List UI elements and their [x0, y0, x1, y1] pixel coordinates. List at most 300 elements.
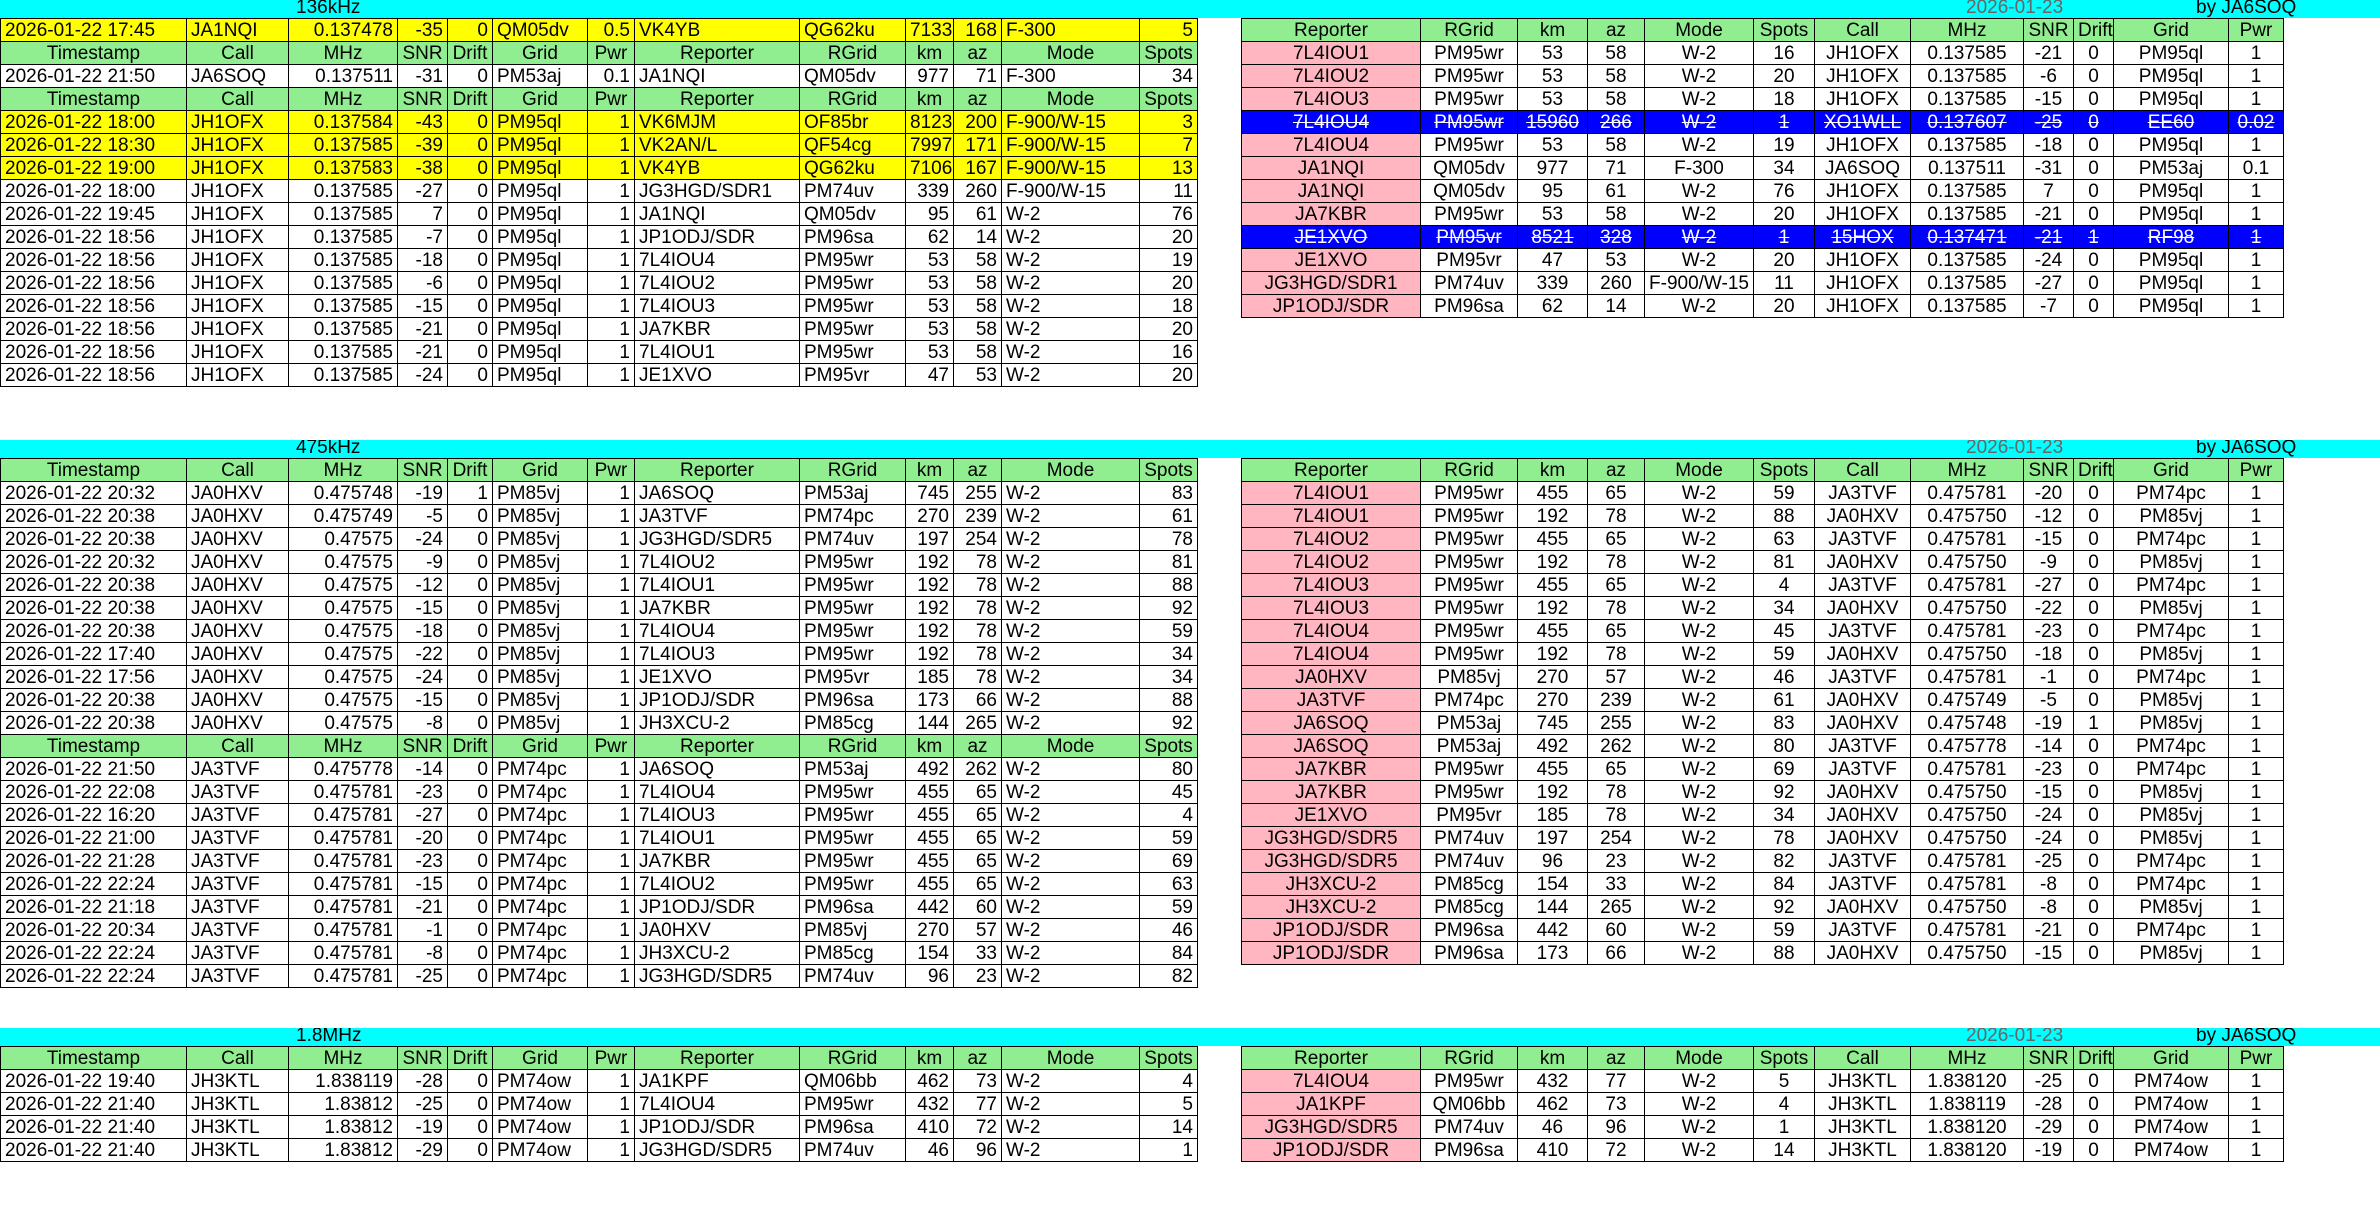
cell-mode: W-2 [1002, 804, 1140, 827]
cell-spots: 59 [1140, 620, 1198, 643]
table-row [1242, 827, 2284, 850]
cell-az: 78 [954, 551, 1002, 574]
cell-grid: PM74pc [493, 919, 588, 942]
cell-km: 53 [1518, 88, 1588, 111]
cell-grid: PM74ow [2114, 1070, 2229, 1093]
column-header-mode: Mode [1645, 459, 1754, 482]
cell-km: 339 [1518, 272, 1588, 295]
cell-az: 239 [954, 505, 1002, 528]
table-row [1, 249, 1198, 272]
cell-drift: 0 [448, 505, 493, 528]
header-row [1, 459, 1198, 482]
cell-grid: PM74pc [2114, 482, 2229, 505]
cell-reporter: JA3TVF [635, 505, 800, 528]
cell-snr: -12 [2024, 505, 2074, 528]
cell-rgrid: PM95wr [1421, 528, 1518, 551]
cell-grid: EE60 [2114, 111, 2229, 134]
cell-call: JH3KTL [1815, 1116, 1911, 1139]
cell-spots: 5 [1754, 1070, 1815, 1093]
cell-snr: -15 [2024, 88, 2074, 111]
cell-reporter: 7L4IOU3 [1242, 574, 1421, 597]
cell-reporter: JG3HGD/SDR5 [1242, 827, 1421, 850]
cell-mode: W-2 [1645, 1093, 1754, 1116]
cell-reporter: JA1NQI [1242, 180, 1421, 203]
cell-mode: W-2 [1645, 735, 1754, 758]
cell-mode: W-2 [1645, 134, 1754, 157]
cell-drift: 0 [448, 620, 493, 643]
cell-grid: PM74pc [493, 873, 588, 896]
column-header-km: km [906, 88, 954, 111]
cell-mode: W-2 [1645, 666, 1754, 689]
cell-snr: -24 [398, 364, 448, 387]
cell-spots: 46 [1140, 919, 1198, 942]
cell-rgrid: PM85vj [800, 919, 906, 942]
cell-snr: -8 [2024, 896, 2074, 919]
cell-spots: 83 [1140, 482, 1198, 505]
cell-spots: 46 [1754, 666, 1815, 689]
cell-drift: 0 [448, 781, 493, 804]
cell-mhz: 0.137607 [1911, 111, 2024, 134]
cell-grid: PM85vj [493, 551, 588, 574]
cell-rgrid: PM95wr [800, 272, 906, 295]
cell-grid: PM95ql [493, 272, 588, 295]
cell-mode: W-2 [1645, 597, 1754, 620]
cell-mhz: 0.137585 [289, 226, 398, 249]
cell-call: JA3TVF [187, 965, 289, 988]
column-header-mode: Mode [1645, 19, 1754, 42]
cell-km: 192 [1518, 597, 1588, 620]
cell-mhz: 0.137585 [1911, 134, 2024, 157]
cell-mode: W-2 [1645, 1070, 1754, 1093]
cell-call: JH3KTL [187, 1070, 289, 1093]
table-row [1, 1070, 1198, 1093]
cell-reporter: JA1KPF [635, 1070, 800, 1093]
cell-snr: -15 [2024, 781, 2074, 804]
cell-rgrid: PM74uv [800, 965, 906, 988]
cell-mhz: 0.475781 [289, 873, 398, 896]
table-row [1242, 804, 2284, 827]
cell-az: 65 [1588, 620, 1645, 643]
cell-mode: W-2 [1002, 758, 1140, 781]
cell-drift: 0 [448, 226, 493, 249]
cell-spots: 61 [1140, 505, 1198, 528]
cell-snr: -5 [398, 505, 448, 528]
cell-drift: 1 [2074, 226, 2114, 249]
cell-snr: -9 [398, 551, 448, 574]
cell-mode: W-2 [1002, 203, 1140, 226]
cell-rgrid: PM95wr [800, 597, 906, 620]
cell-rgrid: PM95vr [800, 364, 906, 387]
cell-mode: W-2 [1645, 482, 1754, 505]
cell-timestamp: 2026-01-22 18:00 [1, 180, 187, 203]
cell-spots: 81 [1754, 551, 1815, 574]
cell-call: JA0HXV [1815, 942, 1911, 965]
column-header-az: az [954, 1047, 1002, 1070]
cell-drift: 0 [2074, 1116, 2114, 1139]
cell-timestamp: 2026-01-22 21:50 [1, 758, 187, 781]
cell-mode: W-2 [1002, 850, 1140, 873]
cell-pwr: 1 [2229, 942, 2284, 965]
cell-call: JA0HXV [187, 689, 289, 712]
cell-az: 254 [1588, 827, 1645, 850]
cell-rgrid: QM06bb [800, 1070, 906, 1093]
column-header-reporter: Reporter [1242, 1047, 1421, 1070]
column-header-km: km [906, 42, 954, 65]
cell-reporter: JA7KBR [1242, 203, 1421, 226]
cell-spots: 76 [1754, 180, 1815, 203]
cell-az: 58 [1588, 134, 1645, 157]
cell-pwr: 1 [588, 643, 635, 666]
cell-spots: 59 [1754, 482, 1815, 505]
cell-spots: 1 [1754, 1116, 1815, 1139]
cell-grid: PM95ql [493, 364, 588, 387]
cell-snr: 7 [398, 203, 448, 226]
column-header-rgrid: RGrid [1421, 1047, 1518, 1070]
cell-call: JH1OFX [1815, 88, 1911, 111]
cell-pwr: 1 [2229, 896, 2284, 919]
cell-grid: PM74pc [2114, 758, 2229, 781]
table-row [1242, 1116, 2284, 1139]
cell-spots: 82 [1754, 850, 1815, 873]
cell-call: JA0HXV [1815, 896, 1911, 919]
cell-km: 432 [906, 1093, 954, 1116]
table-row [1242, 272, 2284, 295]
cell-grid: PM85vj [2114, 597, 2229, 620]
column-header-snr: SNR [2024, 19, 2074, 42]
cell-mhz: 0.475749 [1911, 689, 2024, 712]
cell-snr: -19 [398, 482, 448, 505]
cell-pwr: 1 [588, 1139, 635, 1162]
cell-snr: -21 [2024, 42, 2074, 65]
table-row [1, 896, 1198, 919]
cell-pwr: 1 [588, 318, 635, 341]
column-header-mode: Mode [1002, 1047, 1140, 1070]
cell-reporter: 7L4IOU4 [1242, 620, 1421, 643]
cell-reporter: JA0HXV [1242, 666, 1421, 689]
cell-km: 455 [1518, 482, 1588, 505]
cell-timestamp: 2026-01-22 21:28 [1, 850, 187, 873]
table-row [1, 689, 1198, 712]
column-header-spots: Spots [1754, 459, 1815, 482]
cell-call: JH1OFX [187, 249, 289, 272]
cell-reporter: JA1NQI [635, 203, 800, 226]
cell-spots: 16 [1140, 341, 1198, 364]
cell-call: JA0HXV [187, 620, 289, 643]
cell-spots: 69 [1754, 758, 1815, 781]
cell-rgrid: QG62ku [800, 157, 906, 180]
cell-drift: 0 [448, 65, 493, 88]
cell-snr: -27 [398, 180, 448, 203]
column-header-grid: Grid [493, 42, 588, 65]
cell-pwr: 1 [588, 482, 635, 505]
column-header-mhz: MHz [289, 88, 398, 111]
column-header-snr: SNR [398, 88, 448, 111]
cell-grid: PM95ql [493, 341, 588, 364]
cell-drift: 0 [448, 689, 493, 712]
column-header-grid: Grid [2114, 459, 2229, 482]
cell-reporter: JA7KBR [635, 318, 800, 341]
cell-grid: PM74pc [2114, 574, 2229, 597]
cell-pwr: 1 [2229, 528, 2284, 551]
cell-call: JA3TVF [187, 942, 289, 965]
table-row [1, 965, 1198, 988]
table-row [1, 551, 1198, 574]
cell-rgrid: PM96sa [800, 1116, 906, 1139]
cell-reporter: JA0HXV [635, 919, 800, 942]
column-header-grid: Grid [493, 1047, 588, 1070]
cell-az: 96 [1588, 1116, 1645, 1139]
cell-az: 78 [954, 574, 1002, 597]
header-row [1, 1047, 1198, 1070]
cell-call: JA3TVF [187, 896, 289, 919]
band-1-8mhz [0, 1028, 2380, 1046]
cell-pwr: 1 [588, 689, 635, 712]
cell-call: JA0HXV [1815, 804, 1911, 827]
cell-rgrid: PM95wr [1421, 758, 1518, 781]
cell-grid: PM85vj [493, 643, 588, 666]
cell-call: JA0HXV [1815, 827, 1911, 850]
cell-call: JA0HXV [187, 551, 289, 574]
cell-mhz: 0.475781 [289, 804, 398, 827]
cell-pwr: 1 [588, 551, 635, 574]
column-header-grid: Grid [2114, 1047, 2229, 1070]
cell-spots: 69 [1140, 850, 1198, 873]
cell-az: 65 [954, 827, 1002, 850]
cell-reporter: JG3HGD/SDR5 [635, 1139, 800, 1162]
cell-drift: 0 [448, 180, 493, 203]
cell-mhz: 0.475781 [289, 919, 398, 942]
cell-snr: -25 [2024, 111, 2074, 134]
cell-mhz: 0.475781 [1911, 482, 2024, 505]
cell-az: 65 [954, 781, 1002, 804]
cell-snr: -15 [398, 873, 448, 896]
column-header-reporter: Reporter [635, 1047, 800, 1070]
cell-az: 77 [954, 1093, 1002, 1116]
reporters-table-1-8mhz [1241, 1046, 2284, 1162]
cell-timestamp: 2026-01-22 18:00 [1, 111, 187, 134]
cell-timestamp: 2026-01-22 18:56 [1, 364, 187, 387]
cell-pwr: 1 [588, 134, 635, 157]
column-header-az: az [954, 459, 1002, 482]
cell-km: 8123 [906, 111, 954, 134]
cell-reporter: 7L4IOU2 [635, 272, 800, 295]
cell-call: JA0HXV [187, 666, 289, 689]
cell-mhz: 0.137585 [289, 249, 398, 272]
report-author: by JA6SOQ [2196, 440, 2297, 458]
cell-reporter: JG3HGD/SDR1 [635, 180, 800, 203]
cell-km: 173 [1518, 942, 1588, 965]
cell-pwr: 1 [2229, 42, 2284, 65]
cell-pwr: 1 [588, 666, 635, 689]
cell-pwr: 1 [2229, 1070, 2284, 1093]
cell-az: 66 [954, 689, 1002, 712]
table-row [1242, 134, 2284, 157]
cell-grid: PM74pc [493, 827, 588, 850]
cell-az: 57 [1588, 666, 1645, 689]
column-header-spots: Spots [1140, 88, 1198, 111]
cell-rgrid: PM74uv [800, 180, 906, 203]
cell-call: JH1OFX [187, 295, 289, 318]
cell-snr: -1 [398, 919, 448, 942]
cell-spots: 20 [1140, 318, 1198, 341]
cell-az: 65 [954, 850, 1002, 873]
cell-az: 23 [1588, 850, 1645, 873]
cell-rgrid: PM95wr [1421, 574, 1518, 597]
cell-rgrid: QM05dv [1421, 180, 1518, 203]
cell-timestamp: 2026-01-22 21:50 [1, 65, 187, 88]
cell-mhz: 0.137585 [289, 318, 398, 341]
cell-snr: -31 [2024, 157, 2074, 180]
column-header-rgrid: RGrid [800, 735, 906, 758]
cell-reporter: JA1KPF [1242, 1093, 1421, 1116]
cell-mhz: 1.83812 [289, 1139, 398, 1162]
cell-call: JA3TVF [187, 758, 289, 781]
cell-mode: W-2 [1002, 528, 1140, 551]
cell-rgrid: QM05dv [800, 203, 906, 226]
cell-grid: PM74pc [2114, 666, 2229, 689]
cell-az: 65 [1588, 482, 1645, 505]
column-header-km: km [1518, 19, 1588, 42]
cell-reporter: JE1XVO [635, 666, 800, 689]
cell-call: JA0HXV [187, 574, 289, 597]
cell-spots: 11 [1140, 180, 1198, 203]
column-header-rgrid: RGrid [800, 1047, 906, 1070]
cell-spots: 5 [1140, 1093, 1198, 1116]
table-row [1, 827, 1198, 850]
cell-snr: -24 [2024, 249, 2074, 272]
cell-az: 58 [954, 341, 1002, 364]
cell-grid: PM95ql [2114, 134, 2229, 157]
cell-mhz: 0.137585 [1911, 88, 2024, 111]
cell-grid: PM95ql [493, 180, 588, 203]
cell-az: 72 [954, 1116, 1002, 1139]
cell-az: 78 [1588, 505, 1645, 528]
cell-mode: W-2 [1002, 249, 1140, 272]
cell-drift: 0 [2074, 597, 2114, 620]
cell-grid: PM85vj [493, 689, 588, 712]
cell-mhz: 0.47575 [289, 689, 398, 712]
cell-snr: -19 [2024, 1139, 2074, 1162]
cell-pwr: 1 [2229, 295, 2284, 318]
cell-mode: W-2 [1002, 574, 1140, 597]
cell-grid: PM74pc [2114, 850, 2229, 873]
cell-snr: -24 [2024, 827, 2074, 850]
cell-km: 53 [906, 318, 954, 341]
cell-drift: 0 [448, 528, 493, 551]
cell-drift: 0 [448, 364, 493, 387]
cell-reporter: JP1ODJ/SDR [635, 896, 800, 919]
cell-mode: F-900/W-15 [1645, 272, 1754, 295]
cell-pwr: 1 [2229, 1093, 2284, 1116]
cell-rgrid: PM95vr [1421, 804, 1518, 827]
cell-grid: PM95ql [2114, 42, 2229, 65]
cell-mhz: 0.475781 [1911, 873, 2024, 896]
column-header-mode: Mode [1002, 735, 1140, 758]
cell-spots: 81 [1140, 551, 1198, 574]
cell-timestamp: 2026-01-22 20:38 [1, 689, 187, 712]
cell-drift: 0 [448, 1093, 493, 1116]
table-row [1242, 203, 2284, 226]
cell-mode: W-2 [1002, 295, 1140, 318]
cell-mode: W-2 [1002, 620, 1140, 643]
cell-call: JA0HXV [1815, 712, 1911, 735]
cell-timestamp: 2026-01-22 18:56 [1, 226, 187, 249]
cell-timestamp: 2026-01-22 21:00 [1, 827, 187, 850]
cell-km: 7997 [906, 134, 954, 157]
cell-mode: F-900/W-15 [1002, 180, 1140, 203]
cell-mhz: 0.475781 [289, 827, 398, 850]
cell-az: 266 [1588, 111, 1645, 134]
cell-km: 462 [906, 1070, 954, 1093]
cell-spots: 92 [1754, 781, 1815, 804]
cell-grid: PM95ql [493, 295, 588, 318]
column-header-km: km [906, 1047, 954, 1070]
cell-mhz: 0.475750 [1911, 896, 2024, 919]
cell-drift: 0 [2074, 942, 2114, 965]
reporters-table-475khz [1241, 458, 2284, 965]
column-header-pwr: Pwr [588, 42, 635, 65]
cell-reporter: JA7KBR [635, 850, 800, 873]
cell-drift: 0 [2074, 758, 2114, 781]
cell-timestamp: 2026-01-22 20:38 [1, 597, 187, 620]
table-row [1242, 689, 2284, 712]
cell-spots: 14 [1754, 1139, 1815, 1162]
cell-pwr: 1 [588, 781, 635, 804]
cell-mode: W-2 [1645, 505, 1754, 528]
cell-pwr: 1 [588, 341, 635, 364]
cell-km: 53 [906, 249, 954, 272]
cell-timestamp: 2026-01-22 20:38 [1, 712, 187, 735]
cell-drift: 0 [448, 1116, 493, 1139]
column-header-mode: Mode [1002, 459, 1140, 482]
cell-mode: F-300 [1002, 65, 1140, 88]
cell-rgrid: PM95wr [800, 804, 906, 827]
cell-snr: -19 [398, 1116, 448, 1139]
table-row [1, 180, 1198, 203]
cell-rgrid: PM95wr [800, 781, 906, 804]
cell-timestamp: 2026-01-22 19:40 [1, 1070, 187, 1093]
cell-timestamp: 2026-01-22 22:24 [1, 942, 187, 965]
cell-grid: PM85vj [493, 528, 588, 551]
cell-reporter: 7L4IOU3 [635, 804, 800, 827]
cell-reporter: VK4YB [635, 19, 800, 42]
band-136khz [0, 0, 2380, 18]
cell-call: 15HOX [1815, 226, 1911, 249]
cell-call: JH1OFX [1815, 249, 1911, 272]
column-header-pwr: Pwr [2229, 459, 2284, 482]
cell-pwr: 1 [588, 873, 635, 896]
cell-mode: W-2 [1002, 942, 1140, 965]
cell-spots: 45 [1140, 781, 1198, 804]
cell-km: 192 [906, 574, 954, 597]
cell-drift: 0 [2074, 1070, 2114, 1093]
cell-snr: -25 [398, 1093, 448, 1116]
cell-drift: 0 [2074, 42, 2114, 65]
column-header-km: km [906, 735, 954, 758]
cell-pwr: 1 [2229, 551, 2284, 574]
cell-reporter: JH3XCU-2 [635, 712, 800, 735]
cell-km: 745 [906, 482, 954, 505]
cell-reporter: 7L4IOU3 [1242, 597, 1421, 620]
cell-km: 46 [906, 1139, 954, 1162]
cell-call: JH3KTL [187, 1116, 289, 1139]
cell-reporter: JA6SOQ [1242, 735, 1421, 758]
cell-pwr: 1 [588, 1070, 635, 1093]
cell-pwr: 1 [2229, 735, 2284, 758]
cell-rgrid: PM85vj [1421, 666, 1518, 689]
table-row [1242, 597, 2284, 620]
cell-mhz: 0.47575 [289, 597, 398, 620]
